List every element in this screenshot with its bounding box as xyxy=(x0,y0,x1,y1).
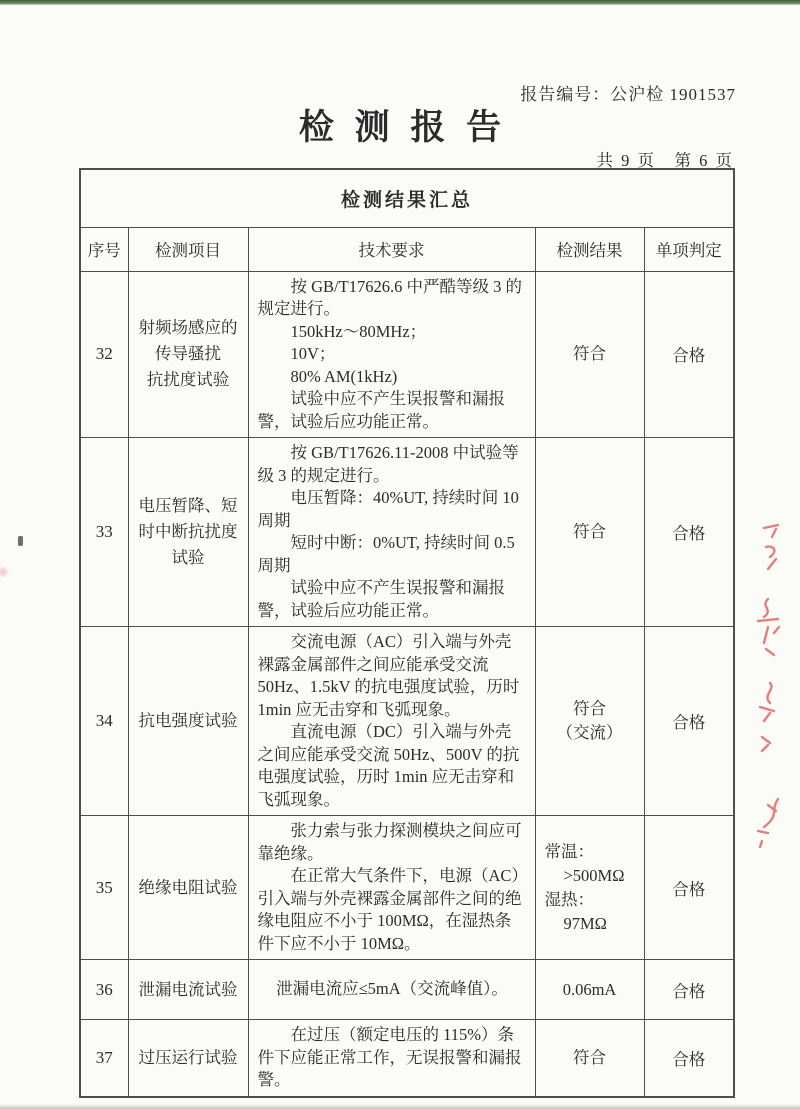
cell-judgment: 合格 xyxy=(644,1020,734,1097)
header-result: 检测结果 xyxy=(535,227,644,271)
table-title: 检测结果汇总 xyxy=(80,169,734,227)
cell-requirement xyxy=(248,271,535,438)
text-line: 80% AM(1kHz) xyxy=(290,366,398,386)
cell-no: 33 xyxy=(80,438,128,627)
text-line: >500MΩ xyxy=(563,865,625,885)
text-line: 符合 xyxy=(573,699,606,718)
cell-result xyxy=(535,1020,644,1097)
text-line: 10V； xyxy=(290,344,336,363)
text-line: （交流） xyxy=(556,723,623,742)
cell-judgment: 合格 xyxy=(644,960,734,1020)
cell-no: 34 xyxy=(80,627,128,816)
cell-judgment: 合格 xyxy=(644,816,734,960)
text-line: 150kHz～80MHz； xyxy=(290,321,427,341)
table-title-row xyxy=(80,169,734,227)
item-line: 绝缘电阻试验 xyxy=(138,877,238,897)
text-line: 符合 xyxy=(573,1047,606,1067)
table-row xyxy=(80,960,734,1020)
seal-fragment xyxy=(758,599,779,655)
page-number-info: 共 9 页 第 6 页 xyxy=(596,151,734,170)
cell-judgment: 合格 xyxy=(644,438,734,627)
cell-result xyxy=(535,438,644,627)
cell-item xyxy=(128,1020,248,1097)
text-line: 0.06mA xyxy=(562,979,617,999)
text-line: 直流电源（DC）引入端与外壳之间应能承受交流 50Hz、500V 的抗电强度试验，历时 1min 应无击穿和飞弧现象。 xyxy=(257,722,520,809)
table-row xyxy=(80,816,734,960)
cell-no: 36 xyxy=(80,960,128,1020)
text-line: 在正常大气条件下，电源（AC）引入端与外壳裸露金属部件之间的绝缘电阻应不小于 100MΩ，在湿热条件下应不小于 10MΩ。 xyxy=(257,866,522,953)
cell-requirement xyxy=(248,960,535,1020)
scanner-edge-top xyxy=(0,0,800,5)
text-line: 张力索与张力探测模块之间应可靠绝缘。 xyxy=(257,821,522,863)
cell-result xyxy=(535,627,644,816)
text-line: 泄漏电流应≤5mA（交流峰值）。 xyxy=(276,979,508,999)
text-line: 湿热： xyxy=(544,889,594,909)
cell-item xyxy=(128,271,248,438)
seal-fragment xyxy=(762,737,770,751)
text-line: 符合 xyxy=(573,522,606,541)
cell-requirement xyxy=(248,627,535,816)
results-table-body xyxy=(80,271,734,1097)
header-requirement: 技术要求 xyxy=(248,227,535,271)
item-line: 传导骚扰 xyxy=(155,344,221,364)
text-line: 在过压（额定电压的 115%）条件下应能正常工作，无误报警和漏报警。 xyxy=(257,1025,522,1089)
cell-item xyxy=(128,627,248,816)
item-line: 电压暂降、短 xyxy=(138,496,238,515)
text-line: 按 GB/T17626.11-2008 中试验等级 3 的规定进行。 xyxy=(257,443,519,485)
item-line: 泄漏电流试验 xyxy=(138,979,238,999)
item-line: 抗电强度试验 xyxy=(138,711,238,730)
report-number: 报告编号：公沪检 1901537 xyxy=(520,85,736,104)
cell-requirement xyxy=(248,816,535,960)
table-row xyxy=(80,438,734,627)
text-line: 交流电源（AC）引入端与外壳裸露金属部件之间应能承受交流 50Hz、1.5kV 的抗电强度试验，历时 1min 应无击穿和飞弧现象。 xyxy=(257,632,520,719)
table-row xyxy=(80,1020,734,1097)
cell-no: 32 xyxy=(80,271,128,438)
cell-result xyxy=(535,960,644,1020)
text-line: 常温： xyxy=(544,841,594,861)
cell-item xyxy=(128,816,248,960)
header-judgment: 单项判定 xyxy=(644,227,734,271)
seal-fragment xyxy=(760,683,774,721)
cell-no: 37 xyxy=(80,1020,128,1097)
text-line: 97MΩ xyxy=(563,913,607,933)
results-table xyxy=(79,168,735,1098)
text-line: 试验中应不产生误报警和漏报警，试验后应功能正常。 xyxy=(257,389,505,431)
cell-no: 35 xyxy=(80,816,128,960)
text-line: 符合 xyxy=(573,344,606,364)
text-line: 短时中断：0%UT, 持续时间 0.5 周期 xyxy=(257,533,515,575)
item-line: 抗扰度试验 xyxy=(146,370,230,390)
scan-speck xyxy=(18,536,23,546)
cell-judgment: 合格 xyxy=(644,271,734,438)
cell-requirement xyxy=(248,438,535,627)
page-title: 检 测 报 告 xyxy=(298,108,508,147)
table-row xyxy=(80,271,734,438)
cell-item xyxy=(128,438,248,627)
cell-requirement xyxy=(248,1020,535,1097)
item-line: 射频场感应的 xyxy=(138,318,238,338)
text-line: 试验中应不产生误报警和漏报警，试验后应功能正常。 xyxy=(257,578,505,620)
item-line: 试验 xyxy=(171,548,205,567)
item-line: 时中断抗扰度 xyxy=(138,522,238,541)
text-line: 按 GB/T17626.6 中严酷等级 3 的规定进行。 xyxy=(257,276,522,318)
cell-result xyxy=(535,816,644,960)
table-header-row xyxy=(80,227,734,271)
seal-fragment xyxy=(758,799,778,847)
header-item: 检测项目 xyxy=(128,227,248,271)
seal-fragment xyxy=(764,525,778,569)
scanner-edge-bottom xyxy=(0,1104,800,1109)
table-row xyxy=(80,627,734,816)
header-no: 序号 xyxy=(80,227,128,271)
item-line: 过压运行试验 xyxy=(138,1047,238,1067)
text-line: 电压暂降：40%UT, 持续时间 10 周期 xyxy=(257,488,519,530)
scan-smudge xyxy=(0,565,9,579)
cell-result xyxy=(535,271,644,438)
red-seal-marks xyxy=(746,515,796,855)
cell-judgment: 合格 xyxy=(644,627,734,816)
cell-item xyxy=(128,960,248,1020)
